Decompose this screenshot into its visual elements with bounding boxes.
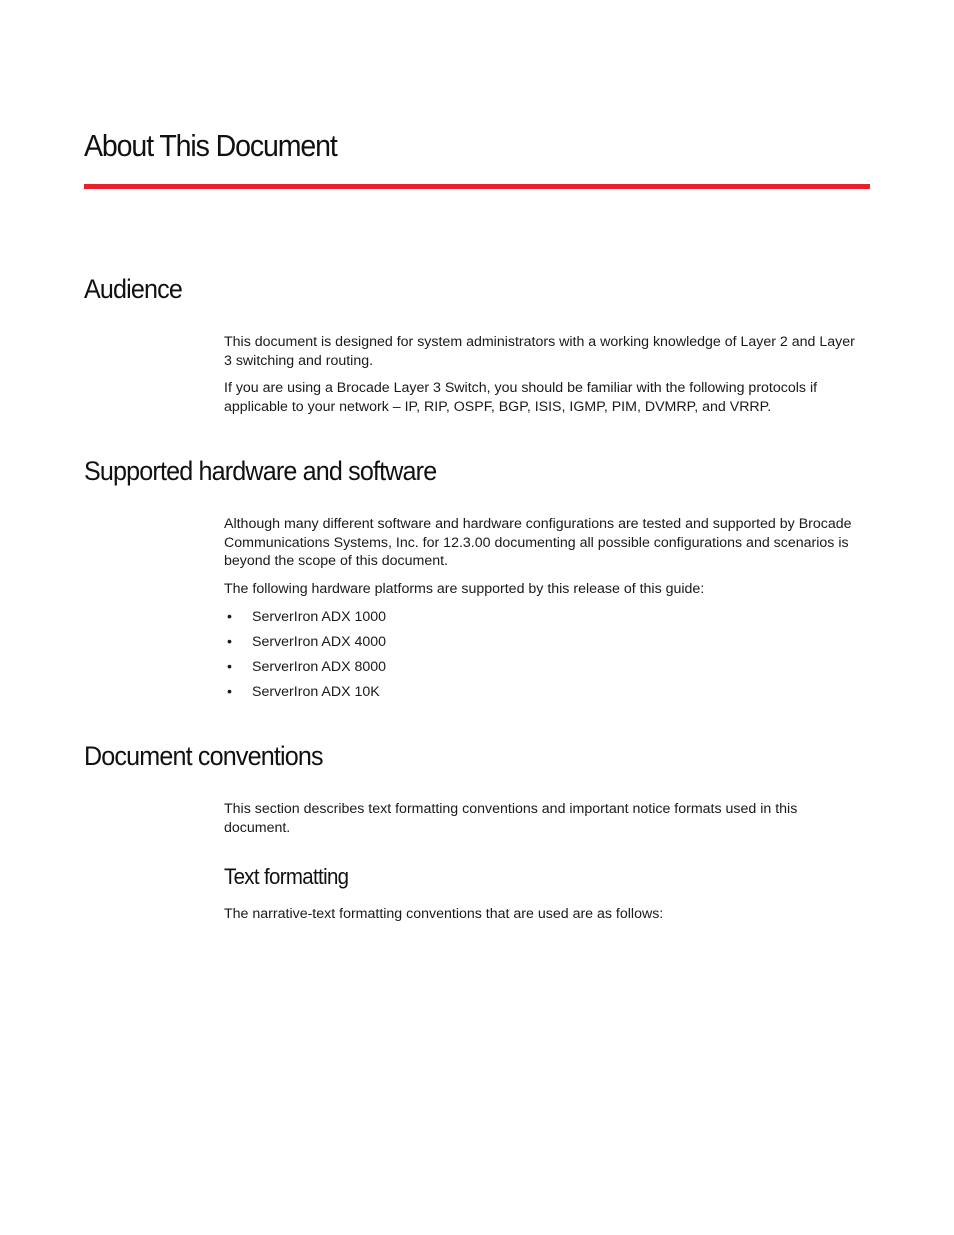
bullet-icon: • [227, 659, 232, 675]
bullet-icon: • [227, 634, 232, 650]
supported-paragraph-2: The following hardware platforms are supported by this release of this guide: [224, 581, 705, 597]
platform-label: ServerIron ADX 4000 [252, 634, 387, 650]
conventions-paragraph: This section describes text formatting conventions and important notice formats used in this document. [224, 801, 798, 836]
platform-label: ServerIron ADX 10K [252, 684, 380, 700]
supported-paragraph-1: Although many different software and hardware configurations are tested and supported by Brocade Communications Systems, Inc. for 12.3.00 documenting all possible configurations and scenarios is beyond the scope of this document. [224, 516, 852, 570]
bullet-icon: • [227, 609, 232, 625]
audience-paragraph-1: This document is designed for system administrators with a working knowledge of Layer 2 and Layer 3 switching and routing. [224, 334, 855, 369]
conventions-heading: Document conventions [84, 741, 323, 771]
supported-heading: Supported hardware and software [84, 456, 437, 486]
title-rule [84, 184, 870, 189]
audience-paragraph-2: If you are using a Brocade Layer 3 Switch, you should be familiar with the following protocols if applicable to your network – IP, RIP, OSPF, BGP, ISIS, IGMP, PIM, DVMRP, and VRRP. [224, 380, 818, 415]
platform-label: ServerIron ADX 8000 [252, 659, 387, 675]
bullet-icon: • [227, 684, 232, 700]
page-title: About This Document [84, 128, 337, 163]
text-formatting-paragraph: The narrative-text formatting conventions that are used are as follows: [224, 906, 664, 922]
text-formatting-heading: Text formatting [224, 864, 349, 889]
platform-label: ServerIron ADX 1000 [252, 609, 387, 625]
audience-heading: Audience [84, 274, 183, 304]
